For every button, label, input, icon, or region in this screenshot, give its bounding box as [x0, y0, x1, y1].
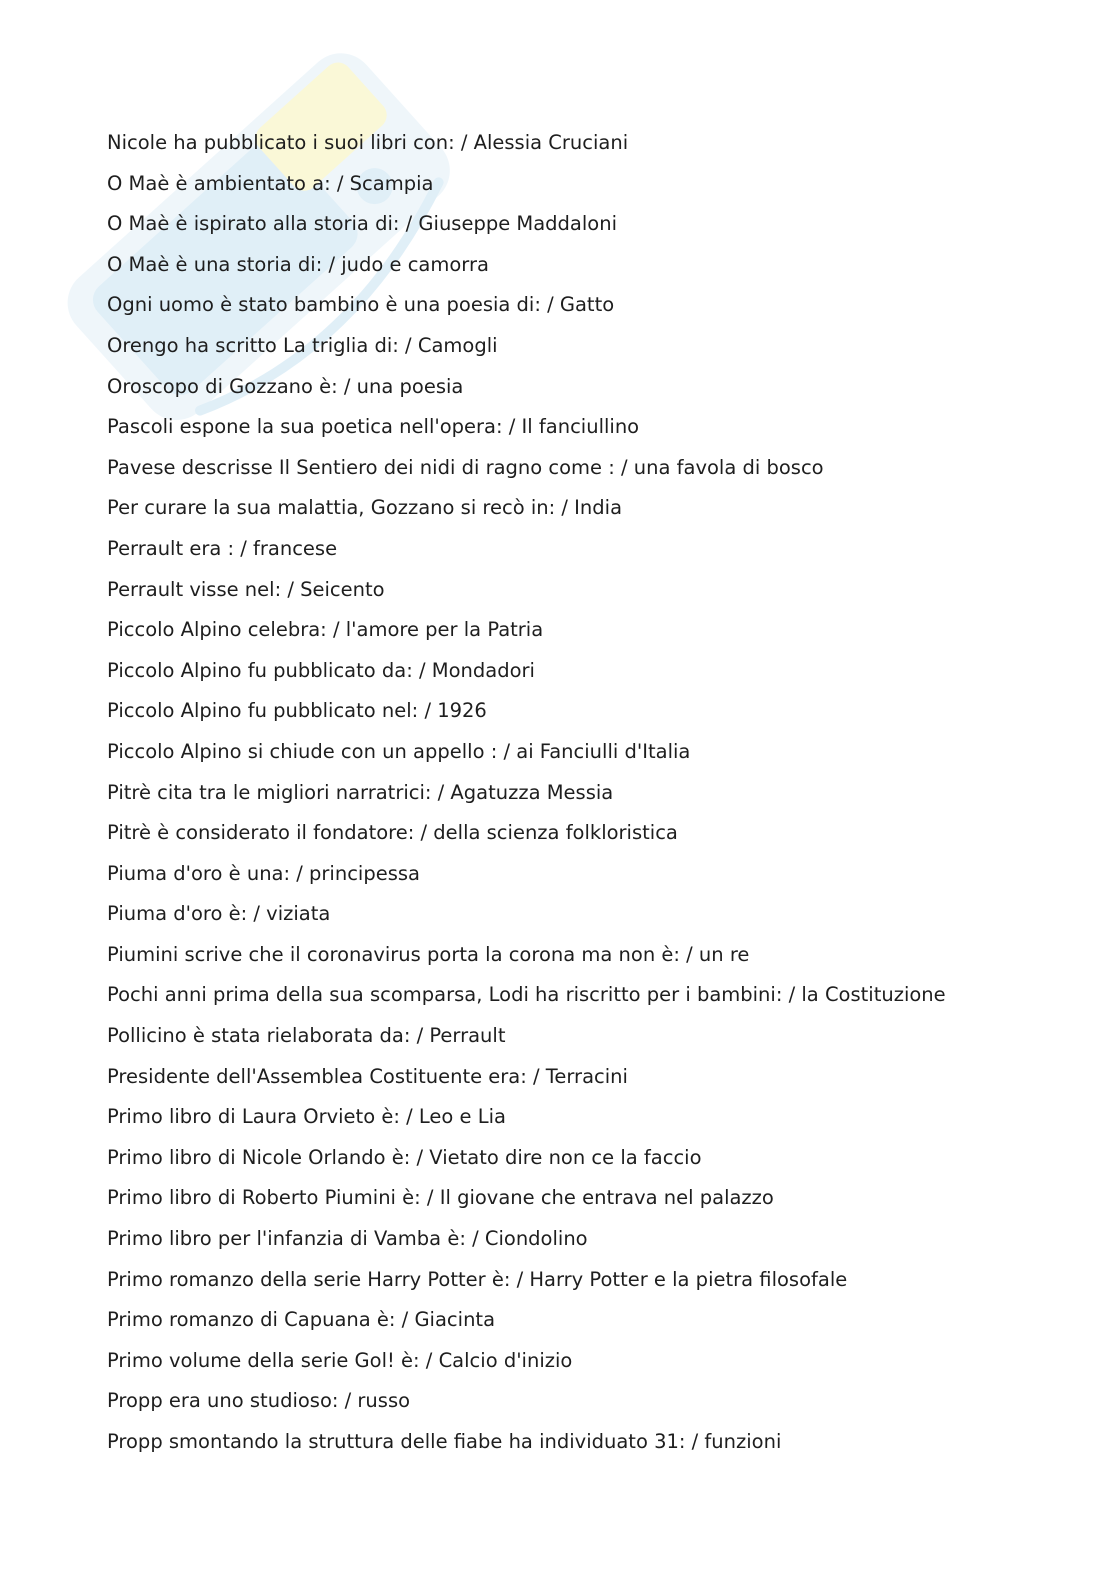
list-item: O Maè è una storia di: / judo e camorra — [107, 252, 489, 276]
list-item: O Maè è ambientato a: / Scampia — [107, 171, 434, 195]
list-item: Perrault visse nel: / Seicento — [107, 577, 385, 601]
list-item: Pitrè è considerato il fondatore: / della scienza folkloristica — [107, 821, 678, 845]
list-item: Piccolo Alpino fu pubblicato da: / Mondadori — [107, 658, 535, 682]
list-item: Piuma d'oro è una: / principessa — [107, 861, 420, 885]
list-item: Pavese descrisse Il Sentiero dei nidi di ragno come : / una favola di bosco — [107, 455, 824, 479]
list-item: Primo libro di Laura Orvieto è: / Leo e Lia — [107, 1105, 506, 1129]
list-item: Piuma d'oro è: / viziata — [107, 902, 331, 926]
list-item: Primo libro per l'infanzia di Vamba è: / Ciondolino — [107, 1227, 588, 1251]
list-item: Oroscopo di Gozzano è: / una poesia — [107, 374, 464, 398]
list-item: Piccolo Alpino fu pubblicato nel: / 1926 — [107, 699, 487, 723]
list-item: Pascoli espone la sua poetica nell'opera: / Il fanciullino — [107, 415, 640, 439]
list-item: Piccolo Alpino si chiude con un appello : / ai Fanciulli d'Italia — [107, 739, 691, 763]
question-answer-list — [107, 123, 1097, 1463]
list-item: Primo romanzo di Capuana è: / Giacinta — [107, 1308, 496, 1332]
list-item: Primo volume della serie Gol! è: / Calcio d'inizio — [107, 1348, 573, 1372]
list-item: O Maè è ispirato alla storia di: / Giuseppe Maddaloni — [107, 212, 618, 236]
list-item: Per curare la sua malattia, Gozzano si recò in: / India — [107, 496, 623, 520]
list-item: Primo libro di Roberto Piumini è: / Il giovane che entrava nel palazzo — [107, 1186, 774, 1210]
list-item: Ogni uomo è stato bambino è una poesia di: / Gatto — [107, 293, 615, 317]
list-item: Propp era uno studioso: / russo — [107, 1389, 411, 1413]
list-item: Pochi anni prima della sua scomparsa, Lodi ha riscritto per i bambini: / la Costituzione — [107, 983, 946, 1007]
list-item: Pollicino è stata rielaborata da: / Perrault — [107, 1024, 506, 1048]
list-item: Primo libro di Nicole Orlando è: / Vietato dire non ce la faccio — [107, 1145, 702, 1169]
list-item: Nicole ha pubblicato i suoi libri con: / Alessia Cruciani — [107, 131, 629, 154]
list-item: Orengo ha scritto La triglia di: / Camogli — [107, 333, 498, 357]
list-item: Presidente dell'Assemblea Costituente era: / Terracini — [107, 1064, 628, 1088]
list-item: Pitrè cita tra le migliori narratrici: / Agatuzza Messia — [107, 780, 614, 804]
list-item: Perrault era : / francese — [107, 536, 338, 560]
list-item: Propp smontando la struttura delle fiabe ha individuato 31: / funzioni — [107, 1430, 782, 1453]
list-item: Primo romanzo della serie Harry Potter è: / Harry Potter e la pietra filosofale — [107, 1267, 848, 1291]
list-item: Piumini scrive che il coronavirus porta la corona ma non è: / un re — [107, 942, 750, 966]
list-item: Piccolo Alpino celebra: / l'amore per la Patria — [107, 618, 544, 642]
